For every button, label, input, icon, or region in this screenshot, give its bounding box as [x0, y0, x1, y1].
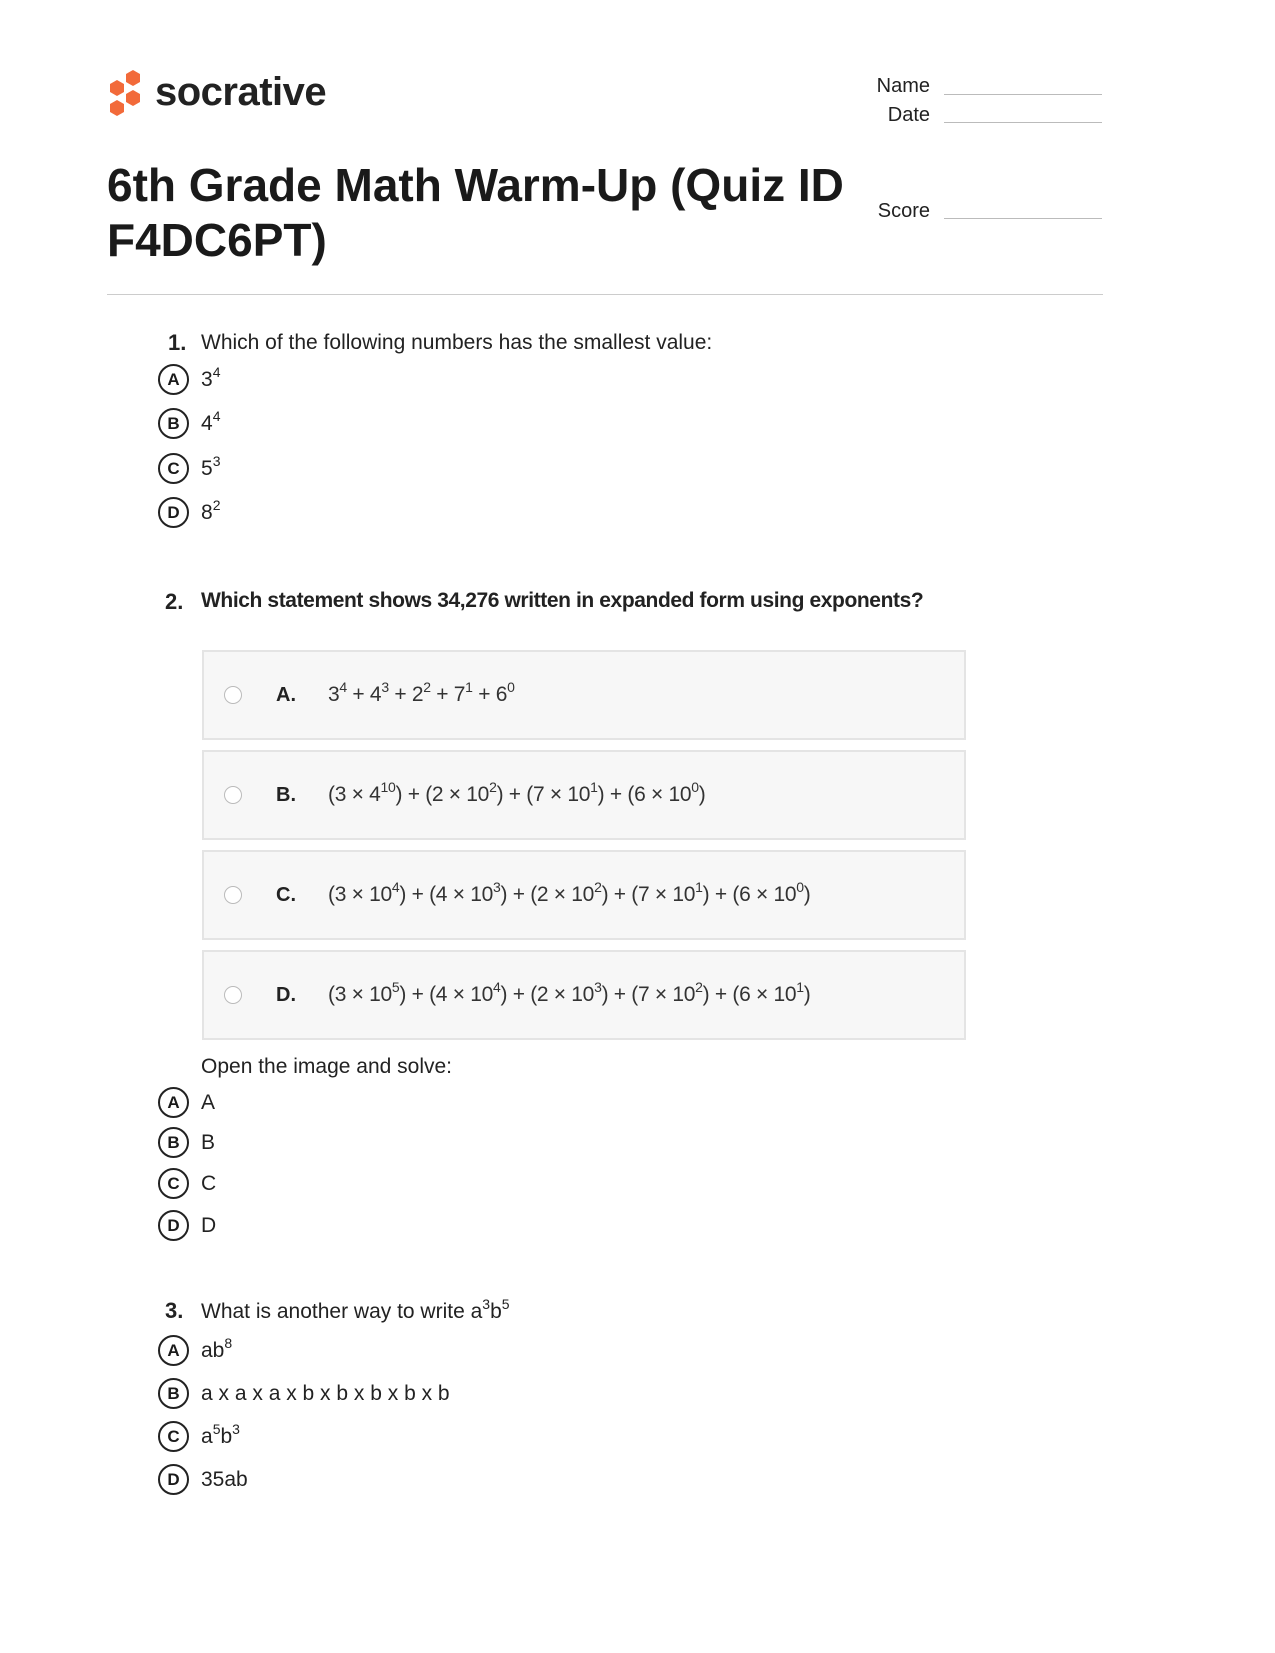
text-segment: + 7 — [430, 683, 466, 706]
superscript: 4 — [212, 407, 221, 424]
option-letter-circle[interactable]: A — [158, 1335, 189, 1366]
text-segment: 5 — [201, 456, 213, 480]
image-choice-expression — [328, 879, 811, 907]
date-label: Date — [887, 104, 930, 126]
option-letter-circle[interactable]: C — [158, 1168, 189, 1199]
text-segment: ) + (2 × 10 — [395, 783, 490, 806]
image-choice-label: C. — [276, 883, 296, 906]
image-choice-box — [202, 950, 966, 1040]
answer-option-b[interactable] — [158, 1127, 215, 1158]
option-letter-circle[interactable]: A — [158, 364, 189, 395]
text-segment: ) + (6 × 10 — [702, 983, 797, 1006]
text-segment: (3 × 10 — [328, 983, 392, 1006]
option-letter-circle[interactable]: B — [158, 408, 189, 439]
image-choice-label: A. — [276, 683, 296, 706]
option-letter-circle[interactable]: A — [158, 1087, 189, 1118]
answer-option-d[interactable] — [158, 497, 220, 528]
option-text — [201, 1131, 215, 1155]
text-segment: ) + (2 × 10 — [500, 883, 595, 906]
answer-option-c[interactable] — [158, 1421, 240, 1452]
question-text: Which of the following numbers has the smallest value: — [201, 331, 713, 354]
radio-button[interactable] — [224, 986, 242, 1004]
text-segment: a — [201, 1424, 213, 1448]
option-text — [201, 1382, 450, 1406]
image-choice-expression — [328, 679, 515, 707]
answer-option-d[interactable] — [158, 1210, 216, 1241]
option-letter-circle[interactable]: B — [158, 1378, 189, 1409]
answer-option-a[interactable] — [158, 1087, 215, 1118]
text-segment: ) — [803, 983, 811, 1006]
text-segment: 3 — [328, 683, 340, 706]
text-segment: ) + (6 × 10 — [597, 783, 692, 806]
answer-option-d[interactable] — [158, 1464, 248, 1495]
text-segment: 3 — [201, 367, 213, 391]
option-letter-circle[interactable]: C — [158, 1421, 189, 1452]
text-segment: ) — [803, 883, 811, 906]
page-title: 6th Grade Math Warm-Up (Quiz ID F4DC6PT) — [107, 159, 844, 266]
option-text — [201, 496, 221, 525]
option-letter-circle[interactable]: C — [158, 453, 189, 484]
logo-hexagons-icon — [107, 68, 145, 116]
image-choice-label: D. — [276, 983, 296, 1006]
option-text — [201, 407, 221, 436]
superscript: 2 — [423, 679, 431, 695]
superscript: 8 — [224, 1334, 233, 1351]
option-letter-circle[interactable]: D — [158, 1210, 189, 1241]
text-segment: (3 × 4 — [328, 783, 381, 806]
option-letter-circle[interactable]: B — [158, 1127, 189, 1158]
option-text — [201, 1172, 216, 1196]
header-divider — [107, 294, 1103, 295]
text-segment: ) + (7 × 10 — [496, 783, 591, 806]
answer-option-b[interactable] — [158, 1378, 450, 1409]
text-segment: A — [201, 1090, 216, 1114]
option-text — [201, 1468, 248, 1492]
superscript: 0 — [691, 779, 699, 795]
option-text — [201, 452, 221, 481]
superscript: 4 — [212, 363, 221, 380]
score-label: Score — [877, 200, 930, 222]
question-number: 1. — [168, 330, 187, 355]
name-field-line[interactable] — [944, 94, 1102, 95]
superscript: 1 — [796, 979, 804, 995]
text-segment: ) + (4 × 10 — [399, 983, 493, 1006]
image-question-title: Which statement shows 34,276 written in expanded form using exponents? — [201, 589, 924, 612]
question-number: 2. — [165, 589, 184, 614]
option-letter-circle[interactable]: D — [158, 1464, 189, 1495]
superscript: 3 — [232, 1420, 240, 1437]
question-number: 3. — [165, 1298, 184, 1323]
text-segment: a x a x a x b x b x b x b x b — [201, 1381, 450, 1405]
superscript: 1 — [695, 879, 703, 895]
image-choice-box — [202, 850, 966, 940]
score-field-line[interactable] — [944, 218, 1102, 219]
answer-option-b[interactable] — [158, 408, 220, 439]
image-choice-label: B. — [276, 783, 296, 806]
image-choice-expression — [328, 979, 811, 1007]
text-segment: b — [220, 1424, 233, 1448]
option-text — [201, 1420, 240, 1449]
superscript: 2 — [594, 879, 602, 895]
date-field-line[interactable] — [944, 122, 1102, 123]
superscript: 4 — [391, 879, 400, 895]
text-segment: 4 — [201, 411, 213, 435]
text-segment: ) + (4 × 10 — [399, 883, 493, 906]
text-segment: + 2 — [388, 683, 424, 706]
answer-option-c[interactable] — [158, 1168, 216, 1199]
image-choice-box — [202, 650, 966, 740]
image-choice-expression — [328, 779, 706, 807]
superscript: 4 — [339, 679, 347, 695]
superscript: 1 — [465, 679, 473, 695]
text-segment: 8 — [201, 500, 213, 524]
superscript: 0 — [507, 679, 515, 695]
option-text — [201, 1214, 216, 1238]
text-segment: ) — [698, 783, 706, 806]
superscript: 3 — [212, 452, 221, 469]
text-segment: B — [201, 1130, 216, 1154]
text-segment: C — [201, 1171, 217, 1195]
superscript: 4 — [492, 979, 501, 995]
text-segment: ) + (7 × 10 — [601, 983, 696, 1006]
text-segment: D — [201, 1213, 217, 1237]
answer-option-c[interactable] — [158, 453, 220, 484]
superscript: 5 — [391, 979, 400, 995]
answer-option-a[interactable] — [158, 364, 220, 395]
socrative-logo — [107, 68, 326, 116]
superscript: 10 — [380, 779, 396, 795]
radio-button[interactable] — [224, 786, 242, 804]
name-label: Name — [876, 75, 930, 97]
superscript: 3 — [381, 679, 389, 695]
question-text — [201, 1296, 510, 1324]
superscript: 3 — [482, 1296, 491, 1312]
radio-button[interactable] — [224, 886, 242, 904]
superscript: 5 — [212, 1420, 221, 1437]
option-text — [201, 363, 221, 392]
text-segment: + 6 — [472, 683, 508, 706]
answer-option-a[interactable] — [158, 1335, 232, 1366]
image-choice-box — [202, 750, 966, 840]
question-text: Open the image and solve: — [201, 1055, 452, 1078]
superscript: 0 — [796, 879, 804, 895]
superscript: 3 — [492, 879, 501, 895]
option-letter-circle[interactable]: D — [158, 497, 189, 528]
text-segment: + 4 — [346, 683, 382, 706]
superscript: 5 — [501, 1296, 510, 1312]
option-text — [201, 1091, 215, 1115]
superscript: 2 — [489, 779, 497, 795]
text-segment: b — [490, 1300, 502, 1323]
superscript: 3 — [594, 979, 602, 995]
text-segment: ) + (6 × 10 — [702, 883, 797, 906]
superscript: 2 — [212, 496, 221, 513]
option-text — [201, 1334, 233, 1363]
text-segment: ) + (7 × 10 — [601, 883, 696, 906]
text-segment: ) + (2 × 10 — [500, 983, 595, 1006]
radio-button[interactable] — [224, 686, 242, 704]
logo-text: socrative — [155, 69, 327, 114]
superscript: 1 — [590, 779, 598, 795]
text-segment: What is another way to write a — [201, 1300, 483, 1323]
text-segment: 35ab — [201, 1467, 248, 1491]
superscript: 2 — [695, 979, 703, 995]
text-segment: ab — [201, 1338, 225, 1362]
text-segment: (3 × 10 — [328, 883, 392, 906]
